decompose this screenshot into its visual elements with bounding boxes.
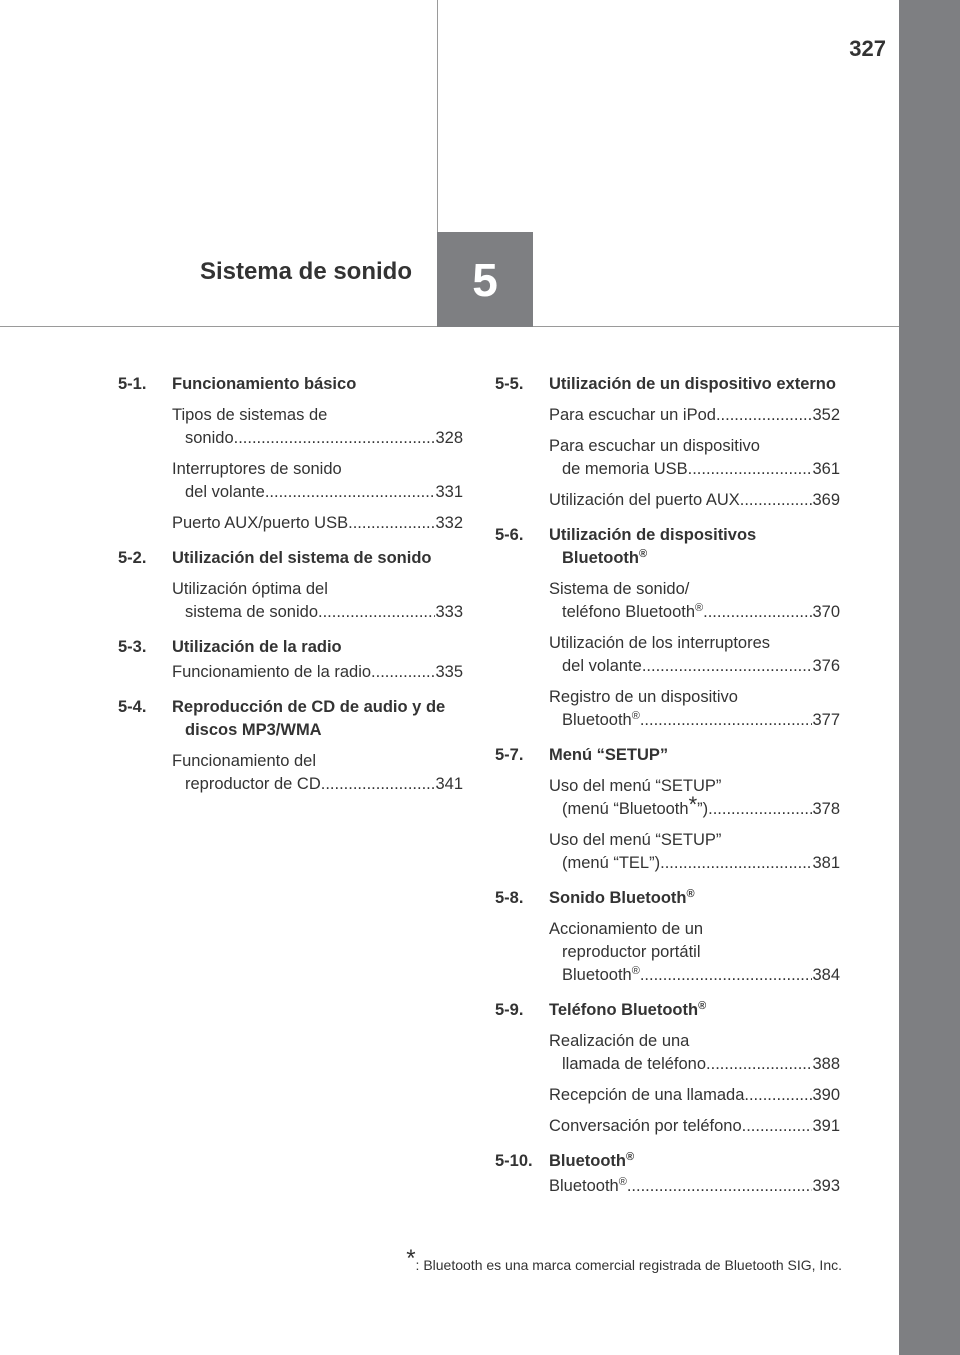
toc-entry[interactable]: Tipos de sistemas de sonido ..... 328 — [172, 404, 463, 450]
chapter-title: Sistema de sonido — [199, 258, 412, 285]
toc-entry[interactable]: Utilización óptima del sistema de sonido ..... 333 — [172, 578, 463, 624]
page-number: 327 — [849, 36, 886, 61]
toc-entry[interactable]: Accionamiento de un reproductor portátil Bluetooth® ..... 384 — [549, 918, 840, 987]
toc-entry[interactable]: Sistema de sonido/ teléfono Bluetooth® ..... 370 — [549, 578, 840, 624]
toc-entry[interactable]: Funcionamiento del reproductor de CD ..... 341 — [172, 750, 463, 796]
toc-entry[interactable]: Conversación por teléfono ..... 391 — [549, 1115, 840, 1138]
toc-entry[interactable]: Utilización de los interruptores del volante ..... 376 — [549, 632, 840, 678]
toc-right-column — [495, 373, 840, 1198]
toc-section-5-3[interactable]: 5-3. Utilización de la radio — [118, 638, 342, 656]
toc-section-5-9[interactable]: 5-9. Teléfono Bluetooth® — [495, 1000, 707, 1019]
registered-mark: ® — [625, 1151, 635, 1163]
page-ref: 331 — [435, 483, 463, 501]
page-ref: 332 — [435, 514, 463, 532]
toc-section-5-5[interactable]: 5-5. Utilización de un dispositivo externo — [495, 375, 836, 393]
page-ref: 376 — [812, 657, 840, 675]
registered-mark: ® — [698, 1000, 707, 1012]
page-ref: 341 — [435, 775, 463, 793]
page-ref: 377 — [812, 711, 840, 729]
toc-entry[interactable]: Uso del menú “SETUP” (menú “TEL”) ..... 381 — [549, 829, 840, 875]
toc-section-5-4[interactable]: 5-4. Reproducción de CD de audio y de discos MP3/WMA — [118, 698, 446, 739]
footnote-asterisk: * — [688, 792, 698, 817]
toc-entry[interactable]: Uso del menú “SETUP” (menú “Bluetooth*”) ..... 378 — [549, 775, 840, 821]
toc-entry[interactable]: Recepción de una llamada ..... 390 — [549, 1084, 840, 1107]
toc-section-5-8[interactable]: 5-8. Sonido Bluetooth® — [495, 888, 695, 907]
page-ref: 388 — [812, 1055, 840, 1073]
registered-mark: ® — [686, 888, 695, 900]
chapter-number: 5 — [472, 253, 498, 306]
page-ref: 333 — [435, 603, 463, 621]
registered-mark: ® — [618, 1176, 627, 1188]
toc-entry[interactable]: Puerto AUX/puerto USB ..... 332 — [172, 512, 463, 535]
chapter-number-box — [437, 232, 533, 327]
toc-entry[interactable]: Interruptores de sonido del volante ..... 331 — [172, 458, 463, 504]
page-ref: 361 — [812, 460, 840, 478]
toc-section-5-2[interactable]: 5-2. Utilización del sistema de sonido — [118, 549, 432, 567]
toc-section-5-7[interactable]: 5-7. Menú “SETUP” — [495, 746, 669, 764]
page-ref: 384 — [812, 966, 840, 984]
page-ref: 352 — [812, 406, 840, 424]
page-ref: 391 — [812, 1117, 840, 1135]
toc-entry[interactable]: Utilización del puerto AUX ..... 369 — [549, 489, 840, 512]
page-ref: 393 — [812, 1177, 840, 1195]
toc-section-5-1[interactable]: 5-1. Funcionamiento básico — [118, 375, 357, 393]
toc-entry[interactable]: Funcionamiento de la radio ..... 335 — [172, 661, 463, 684]
toc-entry[interactable]: Registro de un dispositivo Bluetooth® ..... 377 — [549, 686, 840, 732]
registered-mark: ® — [631, 965, 640, 977]
registered-mark: ® — [631, 710, 640, 722]
vertical-divider — [437, 0, 438, 232]
page-ref: 369 — [812, 491, 840, 509]
toc-entry[interactable]: Para escuchar un dispositivo de memoria USB ..... 361 — [549, 435, 840, 481]
page-ref: 390 — [812, 1086, 840, 1104]
footnote-text: : Bluetooth es una marca comercial registrada de Bluetooth SIG, Inc. — [415, 1257, 842, 1273]
registered-mark: ® — [695, 602, 704, 614]
page-ref: 378 — [812, 800, 840, 818]
footnote — [406, 1245, 842, 1273]
toc-entry[interactable]: Bluetooth® ..... 393 — [549, 1175, 840, 1198]
page-ref: 335 — [435, 663, 463, 681]
toc-section-5-6[interactable]: 5-6. Utilización de dispositivos Bluetooth® — [495, 526, 757, 567]
page-ref: 370 — [812, 603, 840, 621]
toc-entry[interactable]: Para escuchar un iPod ..... 352 — [549, 404, 840, 427]
footnote-asterisk: * — [406, 1245, 416, 1272]
page-ref: 381 — [812, 854, 840, 872]
chapter-side-tab — [899, 0, 960, 1355]
page-ref: 328 — [435, 429, 463, 447]
registered-mark: ® — [638, 548, 648, 560]
toc-left-column — [118, 373, 463, 796]
toc-entry[interactable]: Realización de una llamada de teléfono ..... 388 — [549, 1030, 840, 1076]
toc-section-5-10[interactable]: 5-10. Bluetooth® — [495, 1151, 635, 1170]
